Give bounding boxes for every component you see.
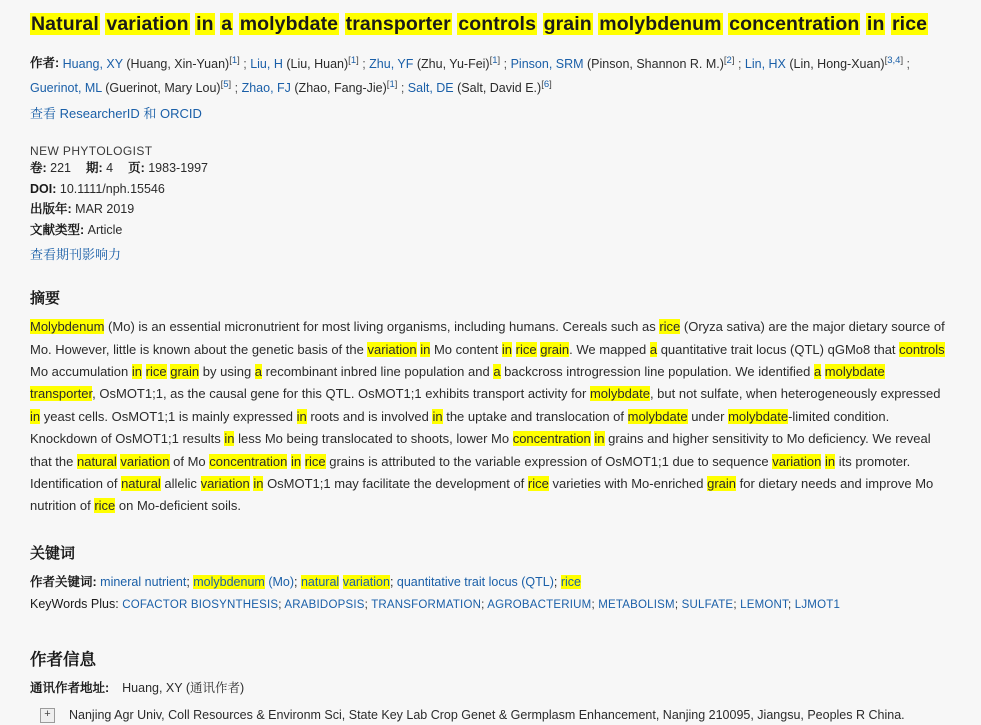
- keyword-plus-link[interactable]: ARABIDOPSIS: [284, 599, 365, 612]
- abstract-text: (Mo) is an essential micronutrient for most living organisms, including humans. Cereals such as: [104, 319, 660, 335]
- volume-issue-pages-line: [30, 158, 951, 179]
- author-link[interactable]: Lin, HX: [744, 56, 786, 71]
- page-title: [30, 12, 951, 37]
- author-full-name: (Salt, David E.): [453, 80, 542, 95]
- title-highlight: rice: [891, 13, 928, 35]
- abstract-highlight: in: [501, 341, 513, 357]
- keyword-plus-link[interactable]: LEMONT: [740, 599, 788, 612]
- author-link[interactable]: Huang, XY: [62, 56, 123, 71]
- volume-value: 221: [50, 160, 72, 175]
- abstract-highlight: in: [420, 341, 431, 357]
- title-highlight: concentration: [729, 13, 860, 35]
- address-text: Nanjing Agr Univ, Coll Resources & Environm Sci, State Key Lab Crop Genet & Germplasm Enhancement, Nanjing 210095, Jiangsu, Peoples R China.: [69, 707, 905, 722]
- abstract-highlight: a: [493, 364, 501, 380]
- title-highlight: molybdate: [239, 13, 339, 35]
- author-link[interactable]: Guerinot, ML: [30, 80, 102, 95]
- expand-plus-icon[interactable]: +: [40, 708, 55, 723]
- abstract-highlight: natural: [76, 453, 117, 469]
- title-highlight: grain: [543, 13, 592, 35]
- keyword-plus-link[interactable]: LJMOT1: [794, 599, 841, 612]
- volume-label: 卷:: [30, 160, 47, 175]
- author-full-name: (Huang, Xin-Yuan): [122, 56, 230, 71]
- author-affiliation-marker[interactable]: [1]: [348, 54, 359, 66]
- doctype-label: 文献类型:: [30, 222, 85, 237]
- keywords-plus-line: [30, 593, 951, 616]
- keywords-heading: 关键词: [30, 544, 76, 562]
- view-researcherid-orcid-link[interactable]: 查看 ResearcherID 和 ORCID: [30, 105, 202, 121]
- title-highlight: in: [196, 13, 214, 35]
- abstract-text: OsMOT1;1 may facilitate the development of: [263, 475, 528, 491]
- author-separator: ;: [397, 80, 408, 95]
- abstract-text: , but not sulfate, when heterogeneously expressed: [649, 386, 941, 402]
- abstract-text: grains and higher sensitivity to Mo deficiency. We reveal that the: [30, 431, 931, 469]
- abstract-text: for dietary needs and improve Mo nutrition of: [30, 475, 934, 514]
- author-link[interactable]: Salt, DE: [407, 80, 454, 95]
- issue-label: 期:: [85, 160, 103, 175]
- keyword-plus-link[interactable]: TRANSFORMATION: [371, 599, 482, 612]
- doctype-line: [30, 220, 951, 241]
- author-keywords-list: [100, 575, 581, 589]
- abstract-highlight: in: [824, 453, 836, 469]
- keyword-plus-separator: ;: [733, 599, 741, 612]
- author-affiliation-marker[interactable]: [3,4]: [884, 54, 904, 66]
- abstract-highlight: in: [296, 408, 307, 424]
- abstract-text: of Mo: [169, 453, 210, 469]
- doi-line: [30, 179, 951, 200]
- author-link[interactable]: Zhu, YF: [369, 56, 414, 71]
- orcid-line: [30, 103, 951, 122]
- author-keyword-link[interactable]: quantitative trait locus (QTL): [396, 574, 554, 589]
- abstract-text: recombinant inbred line population and: [262, 364, 494, 380]
- journal-name: NEW PHYTOLOGIST: [30, 143, 153, 158]
- author-separator: ;: [500, 56, 511, 71]
- abstract-highlight: molybdate: [728, 408, 789, 424]
- author-keyword-link[interactable]: mineral nutrient: [100, 574, 187, 589]
- author-keywords-line: [30, 571, 951, 594]
- abstract-text: on Mo-deficient soils.: [115, 498, 242, 514]
- title-text: [537, 13, 543, 35]
- abstract-highlight: controls: [899, 341, 945, 357]
- abstract-highlight: transporter: [30, 386, 93, 402]
- author-link[interactable]: Liu, H: [250, 56, 283, 71]
- abstract-text: quantitative trait locus (QTL) qGMo8 that: [657, 341, 900, 357]
- abstract-highlight: in: [30, 408, 41, 424]
- authors-list: [30, 54, 911, 95]
- keywords-plus-label: KeyWords Plus:: [30, 597, 119, 612]
- author-full-name: (Liu, Huan): [282, 56, 349, 71]
- author-separator: ;: [239, 56, 251, 71]
- author-affiliation-marker[interactable]: [1]: [386, 78, 398, 90]
- author-full-name: (Lin, Hong-Xuan): [785, 56, 885, 71]
- author-keyword-link[interactable]: [301, 575, 390, 589]
- abstract-text: its promoter. Identification of: [30, 453, 911, 491]
- corresponding-address-label: 通讯作者地址:: [30, 680, 110, 695]
- abstract-highlight: rice: [515, 341, 537, 357]
- abstract-highlight: in: [432, 408, 443, 424]
- keyword-plus-separator: ;: [787, 599, 795, 612]
- keyword-plus-separator: ;: [674, 599, 682, 612]
- author-separator: ;: [734, 56, 745, 71]
- abstract-highlight: in: [594, 431, 605, 447]
- author-link[interactable]: Zhao, FJ: [241, 80, 291, 95]
- abstract-highlight: Molybdenum: [30, 319, 105, 335]
- abstract-text: varieties with Mo-enriched: [548, 475, 708, 491]
- abstract-text: , OsMOT1;1, as the causal gene for this QTL. OsMOT1;1 exhibits transport activity for: [92, 386, 590, 402]
- authors-block: [30, 51, 951, 100]
- keyword-plus-link[interactable]: SULFATE: [681, 599, 734, 612]
- title-highlight: a: [221, 13, 233, 35]
- author-affiliation-marker[interactable]: [1]: [229, 54, 240, 66]
- keyword-separator: ;: [553, 574, 561, 589]
- author-full-name: (Pinson, Shannon R. M.): [583, 56, 724, 71]
- abstract-highlight: concentration: [512, 431, 591, 447]
- abstract-highlight: rice: [659, 319, 681, 335]
- author-affiliation-marker[interactable]: [1]: [489, 54, 501, 66]
- title-highlight: molybdenum: [599, 13, 722, 35]
- keyword-highlight: molybdenum: [193, 574, 265, 589]
- author-full-name: (Zhu, Yu-Fei): [413, 56, 490, 71]
- abstract-text: under: [687, 408, 729, 424]
- abstract-highlight: rice: [527, 475, 549, 491]
- abstract-text: roots and is involved: [306, 408, 433, 424]
- author-separator: ;: [903, 56, 911, 71]
- abstract-text: backcross introgression line population. We identified: [500, 364, 814, 380]
- abstract-text: less Mo being translocated to shoots, lower Mo: [234, 431, 513, 447]
- abstract-highlight: molybdate: [824, 364, 885, 380]
- abstract-highlight: in: [253, 475, 264, 491]
- author-separator: ;: [358, 56, 370, 71]
- title-highlight: in: [866, 13, 885, 35]
- abstract-text: Mo accumulation: [30, 364, 132, 380]
- keyword-separator: ;: [186, 574, 194, 589]
- abstract-text: . We mapped: [569, 341, 650, 357]
- pages-value: 1983-1997: [148, 160, 208, 175]
- keyword-plus-link[interactable]: METABOLISM: [598, 599, 675, 612]
- author-keywords-label: 作者关键词:: [30, 574, 97, 589]
- keyword-highlight: variation: [342, 574, 390, 589]
- author-full-name: (Guerinot, Mary Lou): [101, 80, 221, 95]
- title-text: [233, 13, 239, 35]
- abstract-text: [30, 316, 945, 517]
- view-journal-impact-link[interactable]: 查看期刊影响力: [30, 247, 122, 263]
- abstract-highlight: rice: [94, 498, 116, 514]
- doctype-value: Article: [87, 222, 123, 237]
- abstract-highlight: in: [290, 453, 302, 469]
- abstract-highlight: variation: [367, 341, 417, 357]
- abstract-highlight: in: [131, 364, 143, 380]
- abstract-highlight: a: [254, 364, 263, 380]
- abstract-highlight: a: [813, 364, 822, 380]
- abstract-highlight: rice: [145, 364, 167, 380]
- keyword-highlight: rice: [560, 574, 582, 589]
- abstract-highlight: a: [649, 341, 658, 357]
- keyword-plus-separator: ;: [481, 599, 488, 612]
- abstract-highlight: in: [224, 431, 235, 447]
- authors-label: 作者:: [30, 56, 60, 71]
- issue-value: 4: [106, 160, 114, 175]
- title-highlight: transporter: [345, 13, 451, 35]
- impact-line: [30, 244, 951, 263]
- abstract-highlight: grain: [170, 364, 200, 380]
- title-highlight: variation: [106, 13, 189, 35]
- abstract-highlight: molybdate: [589, 386, 650, 402]
- author-keyword-link[interactable]: molybdenum (Mo): [193, 574, 295, 589]
- keyword-plus-link[interactable]: AGROBACTERIUM: [487, 599, 592, 612]
- keyword-plus-separator: ;: [278, 599, 285, 612]
- doi-label: DOI:: [30, 181, 57, 196]
- doi-value: 10.1111/nph.15546: [59, 181, 165, 196]
- title-highlight: Natural: [31, 13, 99, 35]
- keyword-plus-link[interactable]: COFACTOR BIOSYNTHESIS: [122, 599, 279, 612]
- corresponding-address-line: [30, 678, 951, 696]
- author-link[interactable]: Pinson, SRM: [510, 56, 584, 71]
- corresponding-author-value: Huang, XY (通讯作者): [122, 680, 245, 695]
- abstract-highlight: grain: [707, 475, 737, 491]
- abstract-highlight: rice: [304, 453, 326, 469]
- pubyear-value: MAR 2019: [75, 202, 135, 217]
- author-info-heading: 作者信息: [30, 650, 96, 669]
- abstract-text: yeast cells. OsMOT1;1 is mainly expressed: [40, 408, 297, 424]
- pubyear-label: 出版年:: [30, 202, 72, 217]
- keyword-separator: ;: [294, 574, 301, 589]
- abstract-heading: 摘要: [30, 290, 61, 308]
- author-keyword-link[interactable]: [561, 575, 581, 589]
- abstract-text: -limited condition. Knockdown of OsMOT1;1 results: [30, 408, 890, 447]
- abstract-highlight: grain: [540, 341, 570, 357]
- author-full-name: (Zhao, Fang-Jie): [290, 80, 387, 95]
- keyword-separator: ;: [389, 574, 397, 589]
- pubyear-line: [30, 199, 951, 220]
- keyword-plus-separator: ;: [364, 599, 372, 612]
- keyword-highlight: natural: [300, 574, 340, 589]
- abstract-highlight: variation: [200, 475, 250, 491]
- abstract-highlight: concentration: [209, 453, 288, 469]
- abstract-text: grains is attributed to the variable expression of OsMOT1;1 due to sequence: [325, 453, 773, 469]
- abstract-highlight: natural: [121, 475, 161, 491]
- pages-label: 页:: [128, 160, 145, 175]
- keyword-plus-separator: ;: [591, 599, 599, 612]
- abstract-text: by using: [199, 364, 255, 380]
- abstract-text: (Oryza sativa) are the major dietary source of Mo. However, little is known about the genetic basis of the: [30, 319, 945, 357]
- abstract-text: allelic: [160, 475, 201, 491]
- author-affiliation-marker[interactable]: [2]: [723, 54, 735, 66]
- author-affiliation-marker[interactable]: [6]: [541, 78, 552, 90]
- title-text: [339, 13, 345, 35]
- abstract-highlight: molybdate: [627, 408, 688, 424]
- address-row: [30, 706, 951, 725]
- author-separator: ;: [231, 80, 242, 95]
- abstract-highlight: variation: [772, 453, 822, 469]
- abstract-text: Mo content: [430, 341, 502, 357]
- title-highlight: controls: [458, 13, 537, 35]
- abstract-highlight: variation: [120, 453, 170, 469]
- keywords-plus-list: [122, 599, 840, 611]
- abstract-text: the uptake and translocation of: [442, 408, 628, 424]
- author-affiliation-marker[interactable]: [5]: [220, 78, 232, 90]
